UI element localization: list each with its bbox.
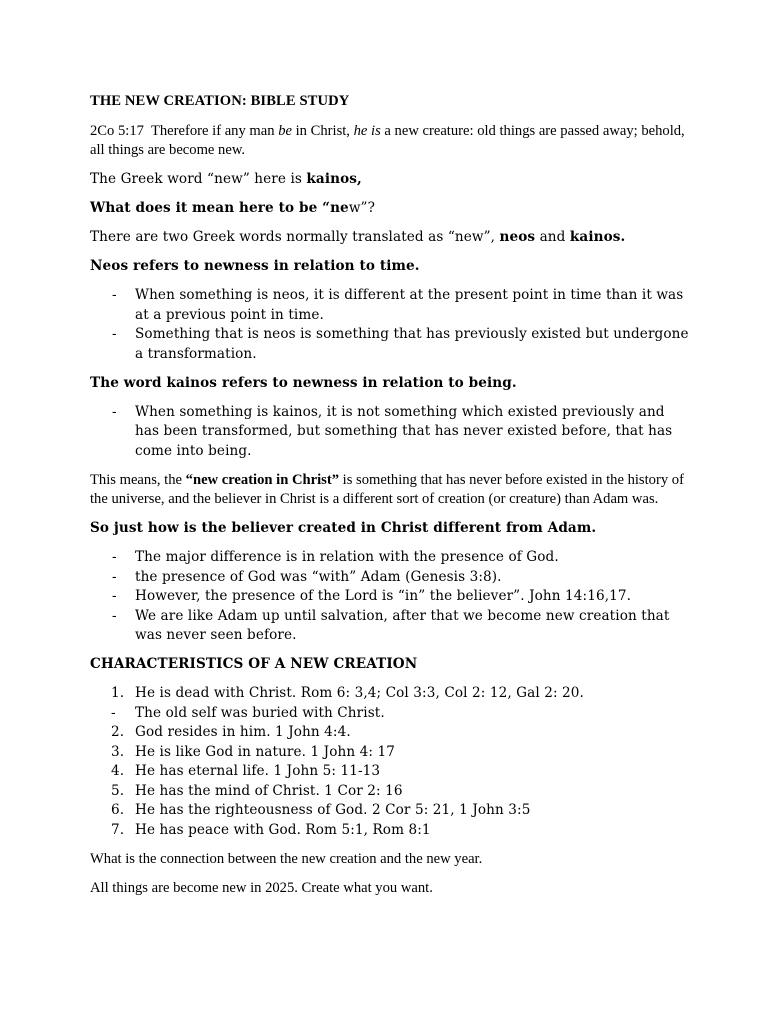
word-neos: neos [499, 229, 536, 245]
list-item [90, 704, 690, 724]
neos-bullet-list [90, 286, 690, 364]
closing-paragraph: All things are become new in 2025. Create what you want. [90, 879, 433, 896]
characteristics-list [90, 684, 690, 840]
list-item [90, 821, 690, 841]
list-item [90, 684, 690, 704]
neos-heading [90, 257, 690, 277]
two-words-text: and [535, 229, 570, 245]
neos-heading-text: Neos refers to newness in relation to time. [90, 258, 420, 274]
bullet-marker: - [112, 287, 117, 303]
bullet-marker: - [112, 549, 117, 565]
meaning-bold-phrase: “new creation in Christ” [185, 471, 340, 488]
question-paragraph [90, 199, 690, 219]
list-item [90, 568, 690, 588]
meaning-text: is something that has never before existed in the history of the universe, and the believer in Christ is a different sort of creation (or creature) than Adam was. [90, 471, 684, 507]
list-item-text: He is dead with Christ. Rom 6: 3,4; Col 3:3, Col 2: 12, Gal 2: 20. [135, 685, 584, 701]
list-marker: 5. [111, 782, 125, 799]
bullet-marker: - [112, 403, 117, 420]
document-title: THE NEW CREATION: BIBLE STUDY [90, 93, 350, 109]
list-item-text: The old self was buried with Christ. [135, 704, 385, 721]
list-item-text: God resides in him. 1 John 4:4. [135, 724, 351, 740]
list-item-text: The major difference is in relation with the presence of God. [135, 549, 559, 565]
list-item-text: When something is neos, it is different at the present point in time than it was at a previous point in time. [135, 287, 684, 323]
list-item-text: He has the mind of Christ. 1 Cor 2: 16 [135, 782, 403, 799]
list-marker: 2. [111, 724, 125, 740]
verse-text: a new creature: old things are passed away; behold, all things are become new. [90, 122, 685, 158]
list-item-text: We are like Adam up until salvation, after that we become new creation that was never seen before. [135, 607, 670, 643]
list-item-text: When something is kainos, it is not something which existed previously and has been transformed, but something that has never existed before, that has come into being. [135, 403, 673, 459]
list-item [90, 607, 690, 646]
kainos-heading-text: The word kainos refers to newness in relation to being. [90, 374, 517, 391]
verse-italic-he-is: he is [353, 122, 381, 139]
greek-word-text: The Greek word “new” here is [90, 171, 307, 187]
meaning-text: This means, the [90, 471, 186, 488]
connection-paragraph: What is the connection between the new creation and the new year. [90, 850, 483, 867]
difference-heading-text: So just how is the believer created in Christ different from Adam. [90, 520, 597, 536]
characteristics-heading [90, 655, 690, 675]
bullet-marker: - [112, 588, 117, 604]
list-marker: 1. [111, 685, 125, 701]
list-item [90, 762, 690, 782]
verse-reference: 2Co 5:17 [90, 122, 144, 139]
list-item-text: the presence of God was “with” Adam (Genesis 3:8). [135, 568, 502, 585]
list-marker: 3. [111, 743, 125, 760]
list-item [90, 325, 690, 364]
list-item [90, 782, 690, 802]
verse-text: Therefore if any man [150, 122, 279, 139]
question-bold: What does it mean here to be “ne [90, 200, 349, 216]
two-words-paragraph [90, 228, 690, 248]
greek-word-kainos: kainos, [306, 171, 362, 187]
list-item [90, 587, 690, 607]
document-body [90, 92, 690, 908]
difference-bullet-list [90, 548, 690, 646]
list-item [90, 286, 690, 325]
list-item-text: However, the presence of the Lord is “in” the believer”. John 14:16,17. [135, 588, 632, 604]
list-item-text: He has eternal life. 1 John 5: 11-13 [135, 763, 381, 779]
verse-text: in Christ, [291, 122, 354, 139]
list-item [90, 403, 690, 462]
list-marker: 7. [111, 821, 125, 838]
verse-italic-be: be [278, 122, 292, 139]
list-marker: 6. [111, 802, 125, 818]
list-item-text: He is like God in nature. 1 John 4: 17 [135, 743, 395, 760]
difference-heading [90, 519, 690, 539]
question-plain: w”? [348, 200, 375, 216]
list-item-text: Something that is neos is something that has previously existed but undergone a transformation. [135, 326, 689, 362]
greek-word-paragraph [90, 170, 690, 190]
list-item [90, 801, 690, 821]
bullet-marker: - [112, 568, 117, 585]
list-item-text: He has the righteousness of God. 2 Cor 5: 21, 1 John 3:5 [135, 802, 531, 818]
kainos-heading [90, 374, 690, 394]
meaning-paragraph [90, 471, 690, 510]
list-item [90, 548, 690, 568]
two-words-text: There are two Greek words normally translated as “new”, [90, 229, 500, 245]
list-item [90, 743, 690, 763]
word-kainos: kainos. [569, 229, 626, 245]
list-item-text: He has peace with God. Rom 5:1, Rom 8:1 [135, 821, 431, 838]
bullet-marker: - [112, 326, 117, 342]
bullet-marker: - [112, 607, 117, 624]
list-marker: - [111, 704, 116, 721]
list-item [90, 723, 690, 743]
characteristics-heading-text: CHARACTERISTICS OF A NEW CREATION [90, 656, 418, 672]
kainos-bullet-list [90, 403, 690, 462]
verse-paragraph [90, 122, 690, 161]
list-marker: 4. [111, 763, 125, 779]
